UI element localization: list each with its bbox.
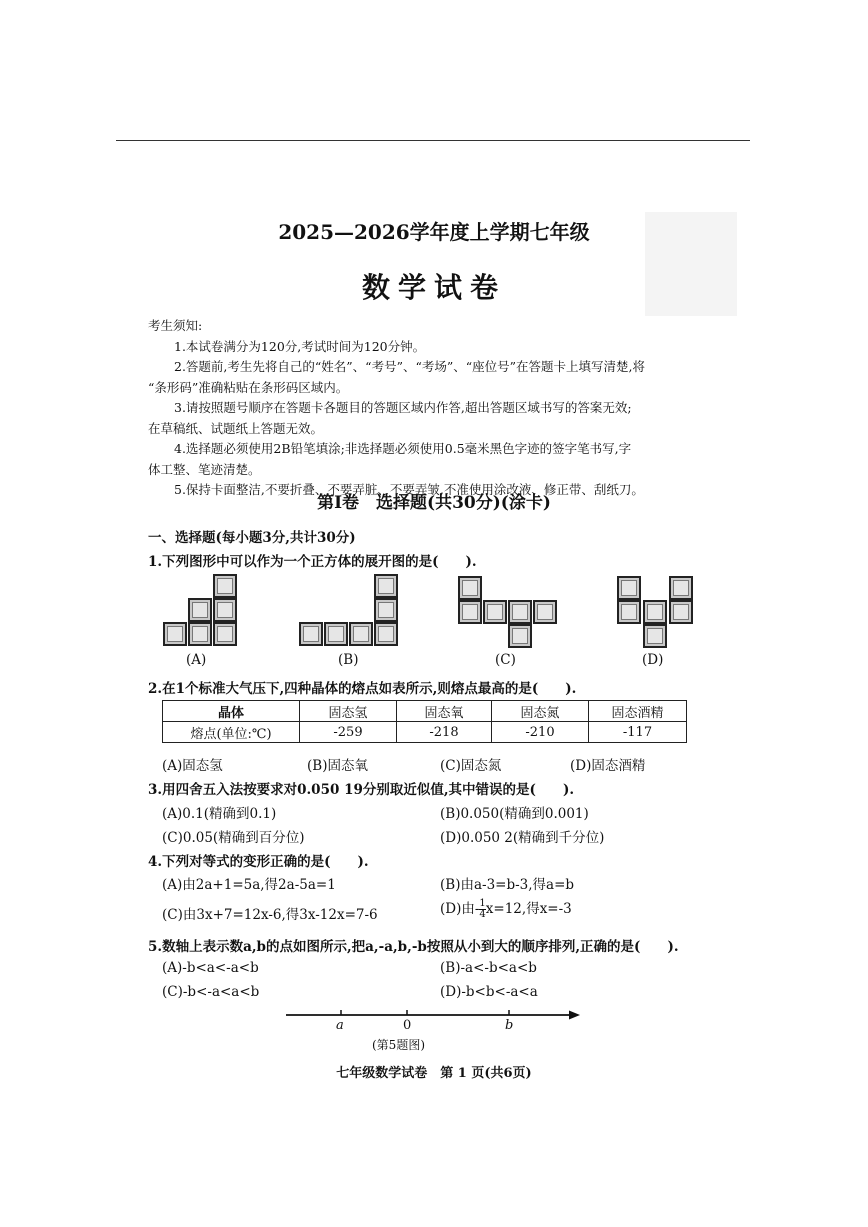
note-line: 在草稿纸、试题纸上答题无效。 — [148, 420, 324, 436]
axis-label-zero: 0 — [403, 1018, 412, 1033]
axis-label-a: a — [336, 1018, 344, 1033]
q5-option-d: (D)-b<b<-a<a — [440, 984, 538, 1000]
net-label-c: (C) — [495, 652, 516, 668]
table-cell: -210 — [492, 722, 589, 743]
q2-option-a: (A)固态氢 — [162, 758, 223, 774]
question-4-stem: 4.下列对等式的变形正确的是( ). — [148, 854, 369, 870]
section-heading: 一、选择题(每小题3分,共计30分) — [148, 530, 356, 546]
net-label-a: (A) — [186, 652, 207, 668]
table-cell: -117 — [589, 722, 687, 743]
q5-option-c: (C)-b<-a<a<b — [162, 984, 260, 1000]
number-line — [280, 1006, 590, 1036]
q4-option-c: (C)由3x+7=12x-6,得3x-12x=7-6 — [162, 907, 378, 923]
q4-option-b: (B)由a-3=b-3,得a=b — [440, 877, 575, 893]
q3-option-a: (A)0.1(精确到0.1) — [162, 806, 277, 822]
table-cell: 熔点(单位:℃) — [163, 722, 300, 743]
table-cell: 固态氧 — [397, 701, 492, 722]
net-label-d: (D) — [642, 652, 664, 668]
table-cell: 固态氮 — [492, 701, 589, 722]
q3-option-d: (D)0.050 2(精确到千分位) — [440, 830, 605, 846]
notes-heading: 考生须知: — [148, 318, 203, 333]
note-line: “条形码”准确粘贴在条形码区域内。 — [148, 379, 349, 395]
q3-option-b: (B)0.050(精确到0.001) — [440, 806, 589, 822]
figure-caption: (第5题图) — [372, 1038, 425, 1052]
melting-point-table — [162, 700, 687, 743]
note-line: 5.保持卡面整洁,不要折叠、不要弄脏、不要弄皱,不准使用涂改液、修正带、刮纸刀。 — [174, 482, 644, 497]
q4-option-d-prefix: (D)由- — [440, 901, 480, 917]
page-footer: 七年级数学试卷 第 1 页(共6页) — [336, 1066, 532, 1081]
table-cell: -259 — [300, 722, 397, 743]
axis-arrow — [569, 1011, 580, 1020]
exam-year-title: 2025—2026学年度上学期七年级 — [278, 220, 590, 244]
question-5-stem: 5.数轴上表示数a,b的点如图所示,把a,-a,b,-b按照从小到大的顺序排列,正确的是( ). — [148, 939, 679, 955]
top-rule — [116, 140, 750, 141]
candidate-notes — [148, 316, 728, 501]
fraction-denominator: 4 — [479, 909, 486, 920]
table-cell: 固态酒精 — [589, 701, 687, 722]
note-line: 1.本试卷满分为120分,考试时间为120分钟。 — [174, 338, 426, 354]
q4-option-a: (A)由2a+1=5a,得2a-5a=1 — [162, 877, 336, 893]
table-row — [163, 722, 687, 743]
q5-option-b: (B)-a<-b<a<b — [440, 960, 537, 976]
q4-option-d-suffix: x=12,得x=-3 — [485, 901, 572, 917]
table-header-row — [163, 701, 687, 722]
q2-option-c: (C)固态氮 — [440, 758, 502, 774]
q2-option-d: (D)固态酒精 — [570, 758, 646, 774]
axis-label-b: b — [505, 1018, 514, 1033]
section-title: 第Ⅰ卷 选择题(共30分)(涂卡) — [317, 493, 551, 513]
exam-subject-title: 数学试卷 — [361, 271, 506, 304]
question-2-stem: 2.在1个标准大气压下,四种晶体的熔点如表所示,则熔点最高的是( ). — [148, 681, 577, 697]
table-cell: 固态氢 — [300, 701, 397, 722]
table-cell: 晶体 — [163, 701, 300, 722]
table-cell: -218 — [397, 722, 492, 743]
question-1-stem: 1.下列图形中可以作为一个正方体的展开图的是( ). — [148, 554, 477, 570]
note-line: 2.答题前,考生先将自己的“姓名”、“考号”、“考场”、“座位号”在答题卡上填写清楚,将 — [174, 359, 645, 374]
note-line: 3.请按照题号顺序在答题卡各题目的答题区域内作答,超出答题区域书写的答案无效; — [174, 400, 632, 415]
question-3-stem: 3.用四舍五入法按要求对0.050 19分别取近似值,其中错误的是( ). — [148, 782, 575, 798]
q2-option-b: (B)固态氧 — [307, 758, 368, 774]
note-line: 体工整、笔迹清楚。 — [148, 461, 261, 477]
q4-option-d — [440, 897, 572, 920]
fraction-numerator: 1 — [479, 898, 486, 909]
q3-option-c: (C)0.05(精确到百分位) — [162, 830, 305, 846]
net-label-b: (B) — [338, 652, 359, 668]
q5-option-a: (A)-b<a<-a<b — [162, 960, 259, 976]
note-line: 4.选择题必须使用2B铅笔填涂;非选择题必须使用0.5毫米黑色字迹的签字笔书写,字 — [174, 441, 632, 456]
